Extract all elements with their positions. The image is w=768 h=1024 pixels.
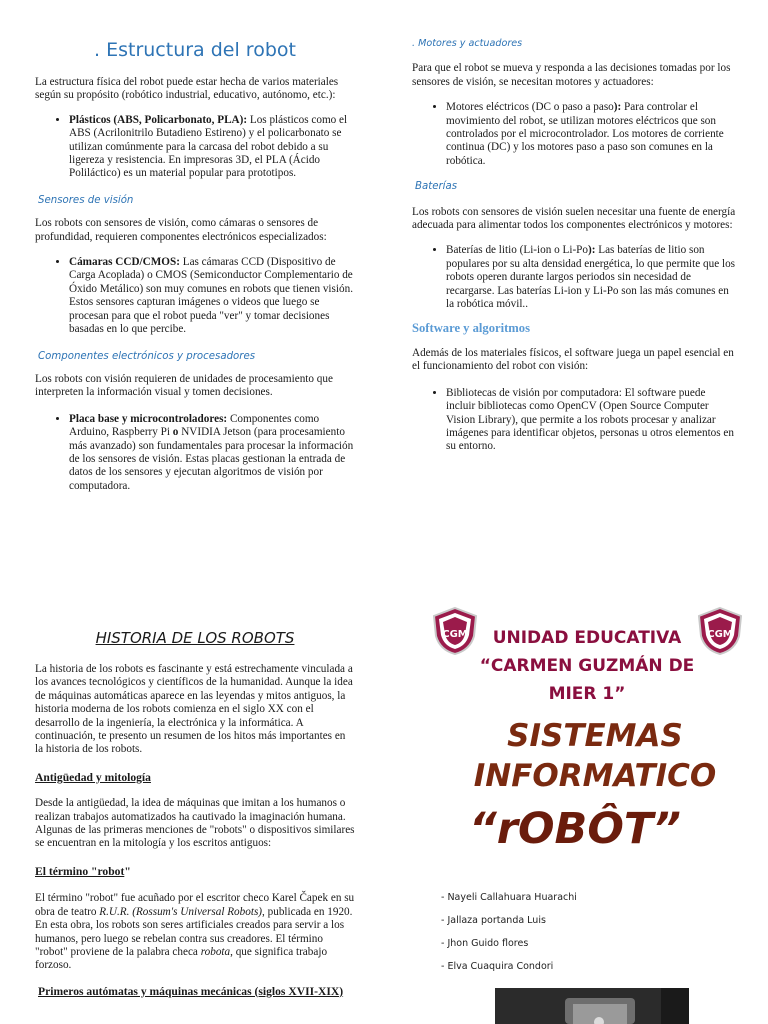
school-line-2: “CARMEN GUZMÁN DE	[479, 656, 695, 676]
placa-o: o	[172, 426, 179, 439]
estructura-section	[35, 38, 355, 493]
authors-list	[441, 892, 577, 984]
camaras-body: Las cámaras CCD (Dispositivo de Carga Acoplada) o CMOS (Semiconductor Complementario de Óxido Metálico) son muy comunes en robots que tienen visión. Estos sensores capturan imágenes o videos que luego se procesan para que el robot pueda "ver" y tomar decisiones basadas en lo que percibe.	[69, 256, 353, 336]
list-item	[69, 413, 355, 493]
baterias-paren: ):	[588, 244, 596, 257]
baterias-body: Las baterías de litio son populares por su alta densidad energética, lo que permite que los robots operen durante largos periodos sin necesidad de recargarse. Las baterías Li-ion y Li-Po son las más comunes en la robótica móvil..	[446, 244, 736, 311]
motores-head: Motores eléctricos (DC o paso a paso	[446, 101, 614, 114]
antiguedad-text: Desde la antigüedad, la idea de máquinas que imitan a los humanos o realizan trabajos automatizados ha cautivado la imaginación humana. Algunas de las primeras menciones de "robots" o dispositivos similares se encuentran en la mitología y los escritos antiguos:	[35, 797, 355, 850]
historia-section	[35, 628, 355, 998]
author-item: - Elva Cuaquira Condori	[441, 961, 554, 972]
sensores-list	[35, 256, 355, 336]
camaras-head: Cámaras CCD/CMOS:	[69, 256, 180, 269]
list-item	[69, 114, 355, 181]
motores-title: . Motores y actuadores	[412, 38, 523, 49]
robot-title: “rOBÔT”	[469, 804, 681, 854]
termino-text-c: , que significa trabajo forzoso.	[35, 945, 328, 972]
componentes-intro: Los robots con visión requieren de unidades de procesamiento que interpreten la información visual y tomen decisiones.	[35, 372, 333, 399]
estructura-list	[35, 114, 355, 181]
author-item: - Nayeli Callahuara Huarachi	[441, 892, 577, 903]
placa-text-a: Componentes como Arduino, Raspberry Pi	[69, 412, 320, 439]
plasticos-head: Plásticos (ABS, Policarbonato, PLA):	[69, 113, 248, 126]
motores-list	[412, 101, 737, 168]
termino-heading	[35, 865, 355, 878]
robot-photo	[495, 988, 689, 1024]
list-item	[69, 256, 355, 336]
author-item: - Jallaza portanda Luis	[441, 915, 546, 926]
motores-body: Para controlar el movimiento del robot, se utilizan motores eléctricos que son controlados por el microcontrolador. Los motores de corriente continua (DC) y los motores paso a paso son comunes en la robótica.	[446, 101, 724, 167]
sensores-title: Sensores de visión	[38, 194, 134, 206]
baterias-list	[412, 244, 737, 311]
baterias-intro: Los robots con sensores de visión suelen necesitar una fuente de energía adecuada para alimentar todos los componentes electrónicos y motores:	[412, 205, 736, 232]
termino-title: El término "robot	[35, 864, 125, 878]
subject-title	[440, 716, 750, 796]
componentes-list	[35, 413, 355, 493]
antiguedad-title: Antigüedad y mitología	[35, 770, 151, 784]
termino-rur: R.U.R. (Rossum's Universal Robots)	[99, 905, 263, 918]
subject-line-2: INFORMATICO	[473, 758, 717, 794]
motores-intro: Para que el robot se mueva y responda a las decisiones tomadas por los sensores de visión, se necesitan motores y actuadores:	[412, 62, 731, 88]
crest-left-text: CGM	[442, 629, 468, 640]
motores-section	[412, 37, 737, 454]
software-list	[412, 387, 737, 454]
list-item	[446, 101, 737, 168]
primeros-title: Primeros autómatas y máquinas mecánicas (siglos XVII-XIX)	[38, 984, 344, 998]
termino-text	[35, 892, 355, 972]
baterias-title: Baterías	[415, 181, 458, 193]
school-name	[470, 624, 704, 708]
sensores-intro: Los robots con sensores de visión, como cámaras o sensores de profundidad, requieren componentes electrónicos especializados:	[35, 217, 327, 243]
list-item: • Bibliotecas de visión por computadora: El software puede incluir bibliotecas como OpenCV (Open Source Computer Vision Library), que permite a los robots procesar y analizar imágenes para identificar objetos, personas u otros elementos en su entorno.	[446, 387, 737, 454]
termino-quote: "	[124, 864, 131, 878]
placa-text-b: NVIDIA Jetson (para procesamiento más avanzado) son fundamentales para procesar la información de los sensores de visión. Estas placas gestionan la entrada de datos de los sensores y ejecutan algoritmos de visión por computadora.	[69, 426, 354, 492]
author-item: - Jhon Guido flores	[441, 938, 529, 949]
historia-intro: La historia de los robots es fascinante y está estrechamente vinculada a los avances tecnológicos y científicos de la humanidad. Aunque la idea de máquinas automáticas aparece en las leyendas y mitos antiguos, la historia moderna de los robots comienza en el siglo XX con el desarrollo de la ingeniería, la electrónica y la informática. A continuación, te presento un resumen de los hitos más importantes en la historia de los robots.	[35, 663, 353, 756]
termino-robota: robota	[200, 945, 231, 958]
historia-title: HISTORIA DE LOS ROBOTS	[95, 629, 295, 647]
school-line-1: UNIDAD EDUCATIVA	[492, 628, 682, 648]
subject-line-1: SISTEMAS	[507, 718, 683, 754]
software-intro: Además de los materiales físicos, el software juega un papel esencial en el funcionamiento del robot con visión:	[412, 346, 734, 373]
termino-text-a: El término "robot" fue acuñado por el escritor checo Karel Čapek en su obra de teatro	[35, 892, 355, 918]
estructura-intro: La estructura física del robot puede estar hecha de varios materiales según su propósito (robótico industrial, educativo, autónomo, etc.):	[35, 76, 339, 102]
crest-right-text: CGM	[707, 629, 733, 640]
motores-paren: ):	[613, 101, 622, 114]
estructura-title: . Estructura del robot	[94, 39, 296, 61]
school-line-3: MIER 1”	[548, 684, 626, 704]
list-item	[446, 244, 737, 311]
componentes-title: Componentes electrónicos y procesadores	[38, 350, 256, 362]
baterias-head: Baterías de litio (Li-ion o Li-Po	[446, 244, 588, 257]
plasticos-body: Los plásticos como el ABS (Acrilonitrilo Butadieno Estireno) y el policarbonato se utilizan comúnmente para la carcasa del robot debido a su ligereza y resistencia. En impresoras 3D, el PLA (Ácido Poliláctico) es un material popular para prototipos.	[69, 113, 348, 180]
termino-text-b: , publicada en 1920. En esta obra, los robots son seres artificiales creados para servir a los humanos, pero luego se rebelan contra sus creadores. El término "robot" proviene de la palabra checa	[35, 905, 353, 958]
software-title: Software y algoritmos	[412, 320, 530, 335]
placa-head: Placa base y microcontroladores:	[69, 412, 228, 425]
